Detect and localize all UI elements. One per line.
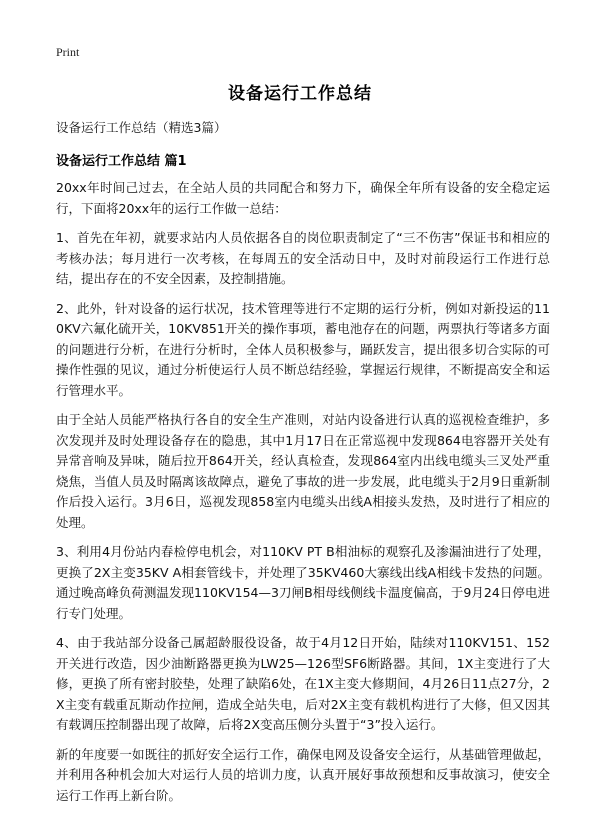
paragraph-inspection: 由于全站人员能严格执行各自的安全生产准则，对站内设备进行认真的巡视检查维护，多次发现并及时处理设备存在的隐患，其中1月17日在正常巡视中发现864电容器开关处有异常音响及异味，随后拉开864开关，经认真检查，发现864室内出线电缆头三叉处严重烧焦，当值人员及时隔离该故障点，避免了事故的进一步发展，此电缆头于2月9日重新制作后投入运行。3月6日，巡视发现858室内电缆头出线A相接头发热，及时进行了相应的处理。: [56, 412, 550, 530]
paragraph-3: 3、利用4月份站内春检停电机会，对110KV PT B相油标的观察孔及渗漏油进行了处理，更换了2X主变35KV A相套管线卡，并处理了35KV460大寨线出线A相线卡发热的问题。通过晚高峰负荷测温发现110KV154—3刀闸B相母线侧线卡温度偏高，于9月24日停电进行专门处理。: [56, 544, 550, 621]
document-subtitle: 设备运行工作总结（精选3篇）: [56, 120, 227, 135]
section-heading: 设备运行工作总结 篇1: [56, 154, 187, 169]
paragraph-1: 1、首先在年初，就要求站内人员依据各自的岗位职责制定了“三不伤害”保证书和相应的考核办法；每月进行一次考核，在每周五的安全活动日中，及时对前段运行工作进行总结，提出存在的不安全因素，及控制措施。: [56, 230, 550, 286]
paragraph-2: 2、此外，针对设备的运行状况，技术管理等进行不定期的运行分析，例如对新投运的110KV六氟化硫开关，10KV851开关的操作事项，蓄电池存在的问题，两票执行等诸多方面的问题进行分析，在进行分析时，全体人员积极参与，踊跃发言，提出很多切合实际的可操作性强的见议，通过分析使运行人员不断总结经验，掌握运行规律，不断提高安全和运行管理水平。: [56, 300, 550, 398]
paragraph-intro: 20xx年时间己过去，在全站人员的共同配合和努力下，确保全年所有设备的安全稳定运行，下面将20xx年的运行工作做一总结：: [56, 180, 550, 216]
print-link[interactable]: Print: [56, 45, 80, 59]
page-title: 设备运行工作总结: [228, 84, 372, 104]
paragraph-4: 4、由于我站部分设备己属超龄服役设备，故于4月12日开始，陆续对110KV151、152开关进行改造，因少油断路器更换为LW25—126型SF6断路器。其间，1X主变进行了大修，更换了所有密封胶垫，处理了缺陷6处，在1X主变大修期间，4月26日11点27分，2X主变有载重瓦斯动作拉闸，造成全站失电，后对2X主变有载机构进行了大修，但又因其有载调压控制器出现了故障，后将2X变高压侧分头置于“3”投入运行。: [56, 635, 550, 732]
paragraph-conclusion: 新的年度要一如既往的抓好安全运行工作，确保电网及设备安全运行，从基础管理做起，并利用各种机会加大对运行人员的培训力度，认真开展好事故预想和反事故演习，使安全运行工作再上新台阶。: [56, 746, 550, 803]
document-body: [56, 178, 550, 815]
